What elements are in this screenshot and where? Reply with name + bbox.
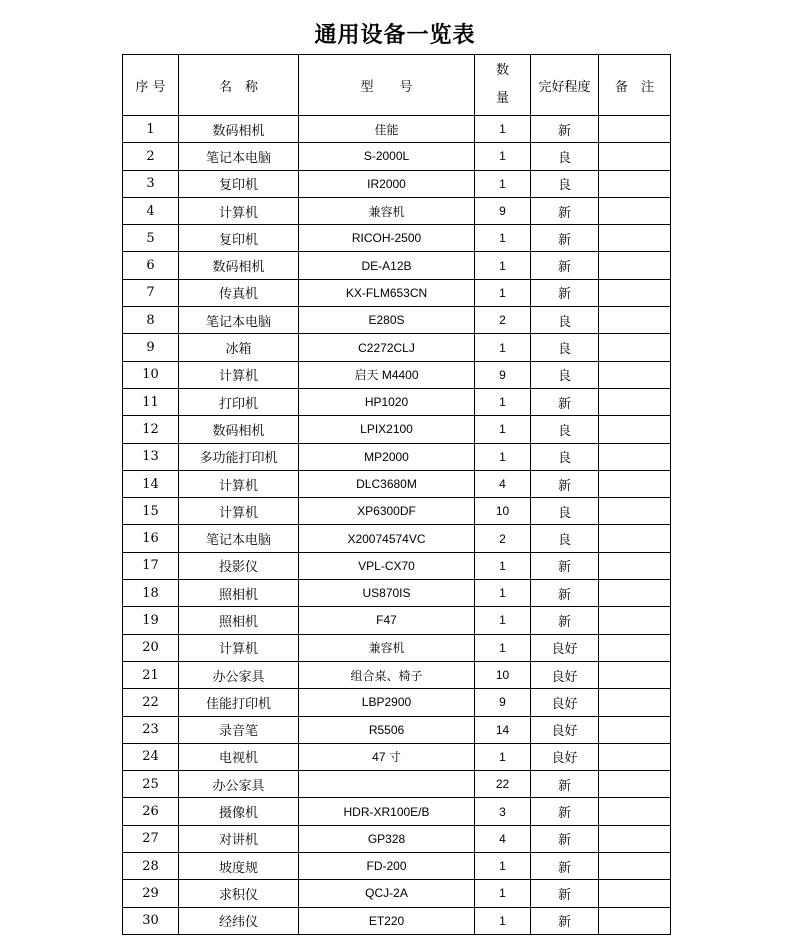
cell-model: X20074574VC — [299, 525, 475, 552]
cell-quantity: 2 — [475, 307, 531, 334]
table-row — [123, 607, 671, 634]
cell-remark — [599, 552, 671, 579]
cell-model: 兼容机 — [299, 197, 475, 224]
cell-remark — [599, 771, 671, 798]
table-row — [123, 388, 671, 415]
cell-no: 4 — [123, 197, 179, 224]
cell-remark — [599, 716, 671, 743]
cell-name: 计算机 — [179, 634, 299, 661]
table-row — [123, 798, 671, 825]
table-row — [123, 116, 671, 143]
cell-name: 坡度规 — [179, 853, 299, 880]
cell-model: FD-200 — [299, 853, 475, 880]
cell-model: 启天 M4400 — [299, 361, 475, 388]
cell-remark — [599, 197, 671, 224]
cell-no: 24 — [123, 743, 179, 770]
cell-quantity: 1 — [475, 907, 531, 934]
cell-condition: 良好 — [531, 716, 599, 743]
cell-name: 投影仪 — [179, 552, 299, 579]
cell-remark — [599, 743, 671, 770]
cell-condition: 新 — [531, 880, 599, 907]
cell-model: IR2000 — [299, 170, 475, 197]
cell-model: F47 — [299, 607, 475, 634]
page-title: 通用设备一览表 — [314, 23, 476, 48]
cell-condition: 良好 — [531, 743, 599, 770]
cell-condition: 良 — [531, 143, 599, 170]
table-row — [123, 470, 671, 497]
table-row — [123, 743, 671, 770]
cell-quantity: 1 — [475, 252, 531, 279]
cell-quantity: 1 — [475, 880, 531, 907]
cell-no: 6 — [123, 252, 179, 279]
table-row — [123, 498, 671, 525]
cell-quantity: 1 — [475, 225, 531, 252]
cell-model: KX-FLM653CN — [299, 279, 475, 306]
cell-quantity: 10 — [475, 661, 531, 688]
cell-no: 20 — [123, 634, 179, 661]
cell-model: R5506 — [299, 716, 475, 743]
cell-remark — [599, 825, 671, 852]
cell-name: 数码相机 — [179, 252, 299, 279]
cell-condition: 新 — [531, 470, 599, 497]
cell-name: 笔记本电脑 — [179, 525, 299, 552]
table-row — [123, 853, 671, 880]
cell-no: 16 — [123, 525, 179, 552]
cell-condition: 新 — [531, 388, 599, 415]
cell-model: 组合桌、椅子 — [299, 661, 475, 688]
table-row — [123, 334, 671, 361]
table-row — [123, 143, 671, 170]
cell-quantity: 9 — [475, 197, 531, 224]
cell-remark — [599, 334, 671, 361]
table-row — [123, 907, 671, 934]
cell-condition: 新 — [531, 580, 599, 607]
table-row — [123, 443, 671, 470]
table-row — [123, 525, 671, 552]
cell-condition: 良好 — [531, 661, 599, 688]
cell-remark — [599, 416, 671, 443]
cell-model: HDR-XR100E/B — [299, 798, 475, 825]
cell-name: 办公家具 — [179, 771, 299, 798]
cell-quantity: 14 — [475, 716, 531, 743]
cell-name: 对讲机 — [179, 825, 299, 852]
cell-name: 办公家具 — [179, 661, 299, 688]
cell-no: 2 — [123, 143, 179, 170]
cell-model: 佳能 — [299, 116, 475, 143]
cell-name: 经纬仪 — [179, 907, 299, 934]
table-row — [123, 552, 671, 579]
cell-remark — [599, 689, 671, 716]
table-row — [123, 170, 671, 197]
cell-condition: 新 — [531, 853, 599, 880]
cell-quantity: 1 — [475, 170, 531, 197]
cell-quantity: 1 — [475, 279, 531, 306]
cell-condition: 良 — [531, 307, 599, 334]
cell-name: 笔记本电脑 — [179, 143, 299, 170]
table-header-row — [123, 55, 671, 116]
cell-model: DE-A12B — [299, 252, 475, 279]
cell-condition: 良 — [531, 416, 599, 443]
cell-no: 17 — [123, 552, 179, 579]
cell-no: 29 — [123, 880, 179, 907]
cell-name: 计算机 — [179, 498, 299, 525]
cell-name: 复印机 — [179, 170, 299, 197]
cell-model: E280S — [299, 307, 475, 334]
cell-model — [299, 771, 475, 798]
cell-condition: 良 — [531, 525, 599, 552]
cell-no: 12 — [123, 416, 179, 443]
cell-name: 摄像机 — [179, 798, 299, 825]
cell-no: 1 — [123, 116, 179, 143]
cell-no: 22 — [123, 689, 179, 716]
cell-remark — [599, 443, 671, 470]
cell-model: MP2000 — [299, 443, 475, 470]
cell-quantity: 4 — [475, 825, 531, 852]
cell-remark — [599, 361, 671, 388]
cell-no: 10 — [123, 361, 179, 388]
cell-model: GP328 — [299, 825, 475, 852]
cell-quantity: 2 — [475, 525, 531, 552]
table-row — [123, 634, 671, 661]
cell-name: 数码相机 — [179, 416, 299, 443]
cell-quantity: 1 — [475, 580, 531, 607]
cell-no: 27 — [123, 825, 179, 852]
cell-quantity: 10 — [475, 498, 531, 525]
cell-quantity: 1 — [475, 443, 531, 470]
cell-no: 26 — [123, 798, 179, 825]
cell-quantity: 1 — [475, 853, 531, 880]
cell-condition: 新 — [531, 771, 599, 798]
cell-quantity: 9 — [475, 361, 531, 388]
cell-condition: 良 — [531, 498, 599, 525]
cell-model: US870IS — [299, 580, 475, 607]
cell-no: 14 — [123, 470, 179, 497]
cell-condition: 良 — [531, 443, 599, 470]
cell-model: 兼容机 — [299, 634, 475, 661]
table-row — [123, 225, 671, 252]
cell-quantity: 1 — [475, 743, 531, 770]
cell-condition: 新 — [531, 279, 599, 306]
table-row — [123, 880, 671, 907]
cell-quantity: 1 — [475, 116, 531, 143]
table-row — [123, 197, 671, 224]
cell-name: 照相机 — [179, 580, 299, 607]
cell-no: 13 — [123, 443, 179, 470]
table-row — [123, 361, 671, 388]
cell-model: VPL-CX70 — [299, 552, 475, 579]
cell-remark — [599, 388, 671, 415]
cell-name: 笔记本电脑 — [179, 307, 299, 334]
cell-name: 计算机 — [179, 361, 299, 388]
cell-condition: 新 — [531, 607, 599, 634]
table-row — [123, 716, 671, 743]
cell-remark — [599, 798, 671, 825]
cell-no: 19 — [123, 607, 179, 634]
cell-no: 23 — [123, 716, 179, 743]
header-condition: 完好程度 — [531, 55, 599, 116]
cell-condition: 新 — [531, 197, 599, 224]
cell-quantity: 1 — [475, 334, 531, 361]
cell-no: 9 — [123, 334, 179, 361]
cell-name: 计算机 — [179, 470, 299, 497]
cell-name: 打印机 — [179, 388, 299, 415]
cell-name: 求积仪 — [179, 880, 299, 907]
cell-name: 数码相机 — [179, 116, 299, 143]
cell-remark — [599, 307, 671, 334]
equipment-table — [122, 54, 671, 935]
header-quantity — [475, 55, 531, 116]
cell-name: 录音笔 — [179, 716, 299, 743]
table-row — [123, 825, 671, 852]
cell-quantity: 9 — [475, 689, 531, 716]
cell-name: 电视机 — [179, 743, 299, 770]
cell-model: LBP2900 — [299, 689, 475, 716]
cell-name: 佳能打印机 — [179, 689, 299, 716]
header-no: 序 号 — [123, 55, 179, 116]
cell-name: 复印机 — [179, 225, 299, 252]
cell-quantity: 1 — [475, 634, 531, 661]
cell-remark — [599, 880, 671, 907]
cell-remark — [599, 252, 671, 279]
cell-no: 25 — [123, 771, 179, 798]
cell-remark — [599, 170, 671, 197]
cell-quantity: 1 — [475, 552, 531, 579]
cell-name: 计算机 — [179, 197, 299, 224]
cell-quantity: 1 — [475, 143, 531, 170]
cell-name: 多功能打印机 — [179, 443, 299, 470]
cell-no: 3 — [123, 170, 179, 197]
table-row — [123, 416, 671, 443]
cell-remark — [599, 853, 671, 880]
cell-remark — [599, 580, 671, 607]
cell-condition: 良 — [531, 334, 599, 361]
cell-condition: 良 — [531, 361, 599, 388]
cell-no: 30 — [123, 907, 179, 934]
table-row — [123, 771, 671, 798]
cell-remark — [599, 661, 671, 688]
cell-quantity: 1 — [475, 607, 531, 634]
cell-condition: 新 — [531, 907, 599, 934]
cell-no: 11 — [123, 388, 179, 415]
table-row — [123, 580, 671, 607]
cell-model: QCJ-2A — [299, 880, 475, 907]
cell-model: DLC3680M — [299, 470, 475, 497]
table-row — [123, 307, 671, 334]
cell-condition: 良 — [531, 170, 599, 197]
cell-condition: 良好 — [531, 689, 599, 716]
table-row — [123, 661, 671, 688]
cell-quantity: 4 — [475, 470, 531, 497]
cell-model: XP6300DF — [299, 498, 475, 525]
table-row — [123, 279, 671, 306]
cell-model: S-2000L — [299, 143, 475, 170]
cell-remark — [599, 470, 671, 497]
cell-remark — [599, 279, 671, 306]
cell-name: 传真机 — [179, 279, 299, 306]
cell-model: ET220 — [299, 907, 475, 934]
header-remark: 备 注 — [599, 55, 671, 116]
cell-remark — [599, 225, 671, 252]
header-quantity-bottom: 量 — [495, 91, 509, 106]
cell-no: 21 — [123, 661, 179, 688]
cell-model: 47 寸 — [299, 743, 475, 770]
cell-condition: 新 — [531, 116, 599, 143]
cell-condition: 新 — [531, 252, 599, 279]
cell-name: 冰箱 — [179, 334, 299, 361]
cell-model: HP1020 — [299, 388, 475, 415]
cell-no: 8 — [123, 307, 179, 334]
cell-remark — [599, 143, 671, 170]
cell-remark — [599, 116, 671, 143]
cell-quantity: 1 — [475, 388, 531, 415]
cell-remark — [599, 498, 671, 525]
cell-condition: 新 — [531, 825, 599, 852]
cell-no: 18 — [123, 580, 179, 607]
cell-model: C2272CLJ — [299, 334, 475, 361]
cell-remark — [599, 634, 671, 661]
cell-model: LPIX2100 — [299, 416, 475, 443]
header-quantity-top: 数 — [495, 63, 509, 78]
cell-no: 15 — [123, 498, 179, 525]
cell-remark — [599, 607, 671, 634]
cell-no: 5 — [123, 225, 179, 252]
cell-condition: 新 — [531, 798, 599, 825]
cell-quantity: 3 — [475, 798, 531, 825]
cell-remark — [599, 907, 671, 934]
table-row — [123, 252, 671, 279]
cell-condition: 新 — [531, 552, 599, 579]
cell-model: RICOH-2500 — [299, 225, 475, 252]
cell-remark — [599, 525, 671, 552]
cell-condition: 良好 — [531, 634, 599, 661]
cell-no: 7 — [123, 279, 179, 306]
cell-quantity: 22 — [475, 771, 531, 798]
cell-no: 28 — [123, 853, 179, 880]
table-row — [123, 689, 671, 716]
header-model: 型 号 — [299, 55, 475, 116]
cell-quantity: 1 — [475, 416, 531, 443]
cell-condition: 新 — [531, 225, 599, 252]
header-name: 名 称 — [179, 55, 299, 116]
cell-name: 照相机 — [179, 607, 299, 634]
